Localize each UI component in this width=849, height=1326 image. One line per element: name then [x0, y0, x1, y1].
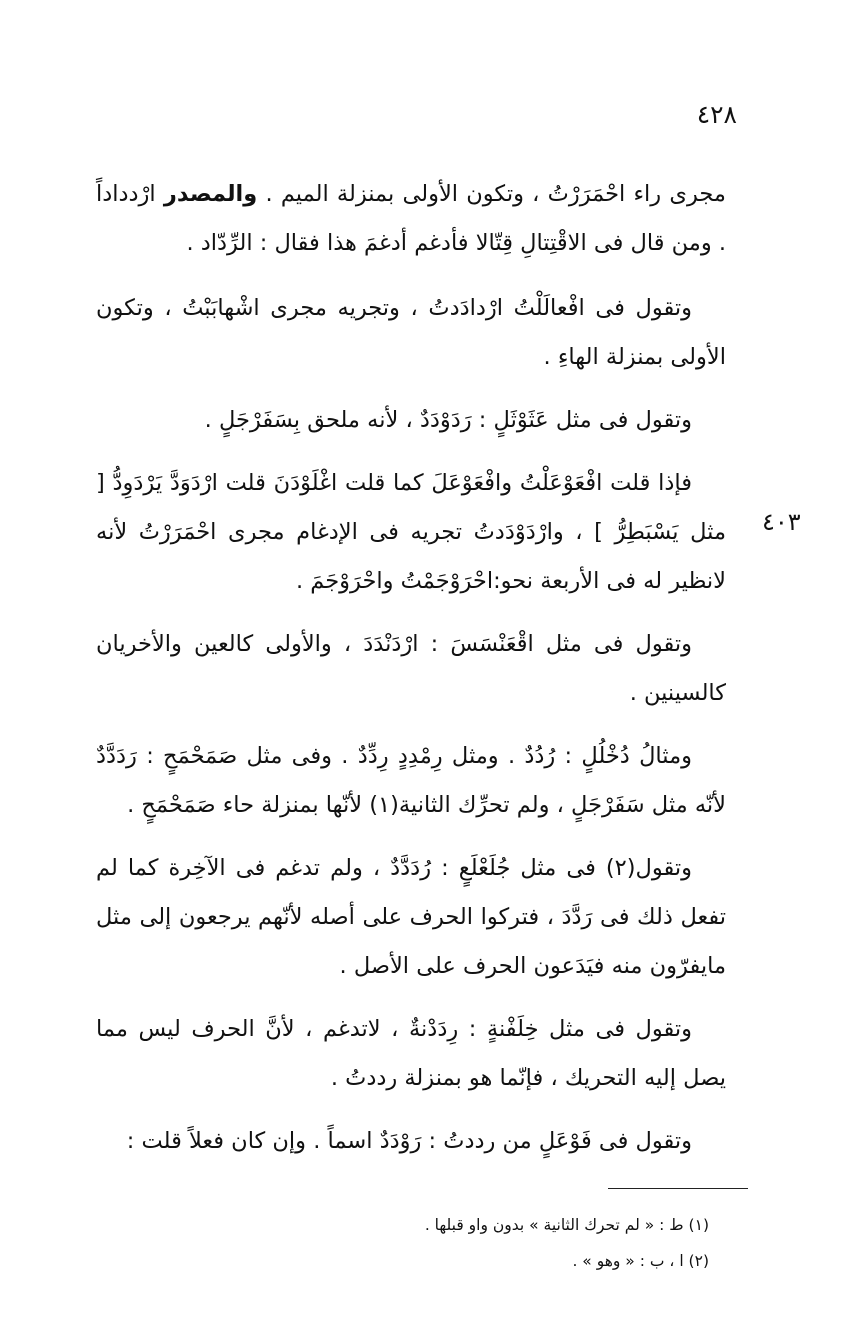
paragraph: [96, 459, 726, 606]
paragraph: [96, 732, 726, 830]
text-segment: وتقول فى مثل اقْعَنْسَسَ : ارْدَنْدَدَ ، والأولى كالعين والأخريان كالسينين .: [96, 631, 726, 706]
paragraph: [96, 1117, 726, 1166]
text-segment: فإذا قلت افْعَوْعَلْتُ وافْعَوْعَلَ كما قلت اغْلَوْدَنَ قلت ارْدَوَدَّ يَرْدَوِدُّ [ مثل يَسْبَطِرُّ ] ، وارْدَوْدَدتُ تجريه فى الإدغام مجرى احْمَرَرْتُ لأنه لانظير له فى الأربعة نحو:احْرَوْجَمْتُ واحْرَوْجَمَ .: [96, 470, 726, 594]
bold-term: والمصدر: [163, 181, 258, 207]
text-segment: وتقول فى فَوْعَلٍ من رددتُ : رَوْدَدٌ اسماً . وإن كان فعلاً قلت :: [126, 1128, 692, 1154]
paragraph: [96, 620, 726, 718]
page-number: ٤٢٨: [696, 100, 737, 129]
text-segment: وتقول فى افْعالَلْتُ ارْدادَدتُ ، وتجريه مجرى اشْهابَبْتُ ، وتكون الأولى بمنزلة الهاءِ .: [96, 295, 726, 370]
text-segment: ارْدداداً . ومن قال فى الاقْتِتالِ قِتّالا فأدغم أدغمَ هذا فقال : الرِّدّاد .: [96, 181, 726, 256]
text-segment: ومثالُ دُخْلُلٍ : رُدُدٌ . ومثل رِمْدِدٍ رِدِّدٌ . وفى مثل صَمَحْمَحٍ : رَدَدَّدٌ لأنّه مثل سَفَرْجَلٍ ، ولم تحرِّك الثانية(١) لأنّها بمنزلة حاء صَمَحْمَحٍ .: [96, 743, 726, 818]
text-segment: وتقول(٢) فى مثل جُلَعْلَعٍ : رُدَدَّدٌ ، ولم تدغم فى الآخِرة كما لم تفعل ذلك فى رَدَّدَ ، فتركوا الحرف على أصله لأنّهم يرجعون إلى مثل مايفرّون منه فيَدَعون الحرف على الأصل .: [96, 855, 726, 979]
paragraph: [96, 844, 726, 991]
margin-reference-number: ٤٠٣: [762, 508, 801, 536]
footnote: (٢) ا ، ب : « وهو » .: [572, 1252, 709, 1270]
text-segment: وتقول فى مثل خِلَفْنةٍ : رِدَدْنةٌ ، لاتدغم ، لأنَّ الحرف ليس مما يصل إليه التحريك ، فإنّما هو بمنزلة رددتُ .: [96, 1016, 726, 1091]
paragraph: [96, 396, 726, 445]
text-segment: وتقول فى مثل عَثَوْثَلٍ : رَدَوْدَدٌ ، لأنه ملحق بِسَفَرْجَلٍ .: [204, 407, 692, 433]
footnote-divider: [608, 1188, 748, 1189]
main-text: [96, 170, 726, 1180]
paragraph: [96, 1005, 726, 1103]
footnotes: [209, 1212, 709, 1284]
footnote: (١) ط : « لم تحرك الثانية » بدون واو قبلها .: [424, 1216, 709, 1234]
paragraph: [96, 170, 726, 268]
text-segment: مجرى راء احْمَرَرْتُ ، وتكون الأولى بمنزلة الميم .: [257, 181, 726, 207]
paragraph: [96, 284, 726, 382]
